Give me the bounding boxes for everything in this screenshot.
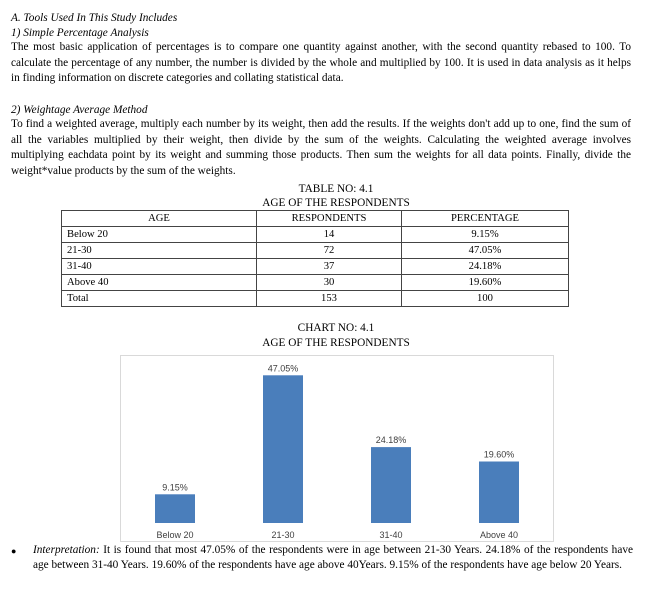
chart-bar bbox=[479, 462, 519, 524]
interpretation-paragraph bbox=[33, 543, 633, 573]
cell-respondents: 14 bbox=[257, 227, 402, 243]
header-percentage: PERCENTAGE bbox=[402, 211, 569, 227]
chart-bar bbox=[263, 375, 303, 523]
chart-caption-title: AGE OF THE RESPONDENTS bbox=[262, 337, 410, 349]
chart-canvas bbox=[121, 356, 553, 541]
table-row bbox=[62, 243, 569, 259]
cell-age: Below 20 bbox=[62, 227, 257, 243]
item1-paragraph: The most basic application of percentages is to compare one quantity against another, with the second quantity rebased to 100. To calculate the percentage of any number, the number is divided by the whole and multiplied by 100. It is used in data analysis as it helps in finding information on discrete categories and collating statistical data. bbox=[11, 41, 631, 84]
cell-respondents: 30 bbox=[257, 275, 402, 291]
chart-bar bbox=[155, 494, 195, 523]
cell-percentage: 100 bbox=[402, 291, 569, 307]
table-caption-title: AGE OF THE RESPONDENTS bbox=[262, 197, 410, 209]
table-row bbox=[62, 227, 569, 243]
section-heading: A. Tools Used In This Study Includes bbox=[11, 12, 178, 24]
chart-caption-number: CHART NO: 4.1 bbox=[297, 322, 375, 334]
respondents-age-table bbox=[61, 210, 569, 307]
item2-title: 2) Weightage Average Method bbox=[11, 104, 148, 116]
item2-paragraph: To find a weighted average, multiply each number by its weight, then add the results. If the weights don't add up to one, find the sum of all the variables multiplied by their weight, then divide by the sum of the weights. Calculating the weighted average involves multiplying eachdata point by its weight and summing those products. Then sum the weights for all data points. Finally, divide the weight*value products by the sum of the weights. bbox=[11, 118, 631, 177]
table-header-row bbox=[62, 211, 569, 227]
header-respondents: RESPONDENTS bbox=[257, 211, 402, 227]
interpretation-text: It is found that most 47.05% of the respondents were in age between 21-30 Years. 24.18% of the respondents have age between 31-40 Years. 19.60% of the respondents have age above 40Years. 9.15% of the respondents have age below 20 Years. bbox=[33, 544, 633, 571]
cell-age: 31-40 bbox=[62, 259, 257, 275]
age-bar-chart bbox=[120, 355, 554, 542]
chart-category-label: 31-40 bbox=[379, 530, 403, 540]
table-row bbox=[62, 259, 569, 275]
cell-age: Above 40 bbox=[62, 275, 257, 291]
chart-data-label: 19.60% bbox=[483, 449, 515, 460]
table-row bbox=[62, 275, 569, 291]
chart-data-label: 24.18% bbox=[375, 435, 407, 446]
item1-title: 1) Simple Percentage Analysis bbox=[11, 27, 149, 39]
cell-percentage: 47.05% bbox=[402, 243, 569, 259]
header-age: AGE bbox=[62, 211, 257, 227]
chart-category-label: Above 40 bbox=[479, 530, 519, 540]
table-caption-number: TABLE NO: 4.1 bbox=[298, 183, 374, 195]
interpretation-label: Interpretation: bbox=[33, 544, 100, 556]
chart-bar bbox=[371, 447, 411, 523]
table-total-row bbox=[62, 291, 569, 307]
cell-age: 21-30 bbox=[62, 243, 257, 259]
cell-percentage: 19.60% bbox=[402, 275, 569, 291]
chart-data-label: 47.05% bbox=[267, 363, 299, 374]
cell-respondents: 37 bbox=[257, 259, 402, 275]
cell-percentage: 24.18% bbox=[402, 259, 569, 275]
cell-respondents: 153 bbox=[257, 291, 402, 307]
chart-category-label: 21-30 bbox=[271, 530, 295, 540]
cell-age: Total bbox=[62, 291, 257, 307]
cell-percentage: 9.15% bbox=[402, 227, 569, 243]
chart-category-label: Below 20 bbox=[156, 530, 194, 540]
cell-respondents: 72 bbox=[257, 243, 402, 259]
chart-data-label: 9.15% bbox=[162, 482, 188, 493]
bullet-icon: ● bbox=[11, 546, 17, 556]
